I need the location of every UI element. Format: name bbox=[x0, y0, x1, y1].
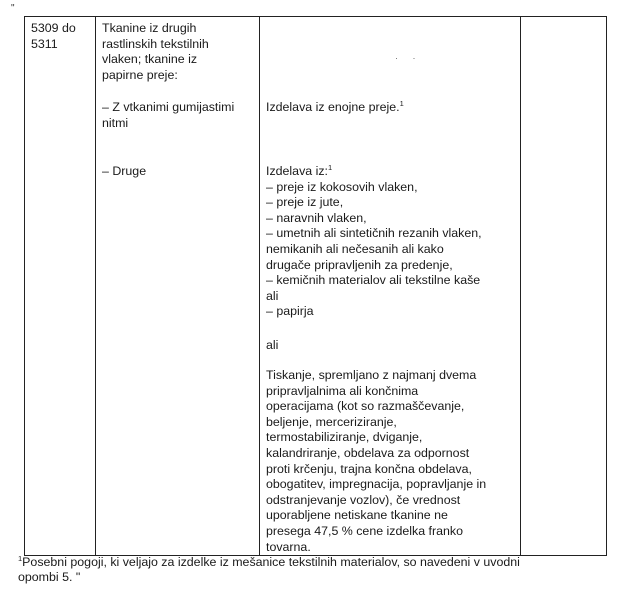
rule-line: presega 47,5 % cene izdelka franko bbox=[266, 523, 463, 538]
description-line: nitmi bbox=[102, 115, 129, 130]
tariff-code-cell bbox=[31, 21, 91, 52]
footnote-line: Posebni pogoji, ki veljajo za izdelke iz mešanice tekstilnih materialov, so navedeni v uvodni bbox=[22, 555, 520, 569]
footnote bbox=[18, 555, 613, 585]
rule-list-line: drugače pripravljenih za predenje, bbox=[266, 257, 453, 272]
rule-line: uporabljene netiskane tkanine ne bbox=[266, 508, 448, 523]
column-divider bbox=[259, 17, 260, 555]
footnote-line: opombi 5. " bbox=[18, 570, 81, 584]
rule-text: Izdelava iz: bbox=[266, 164, 328, 178]
rule-line: tovarna. bbox=[266, 539, 311, 554]
rule-or bbox=[266, 338, 518, 354]
rule-list-line: – umetnih ali sintetičnih rezanih vlaken, bbox=[266, 226, 482, 241]
subheading-other bbox=[102, 164, 270, 180]
rule-line: odstranjevanje vozlov), če vrednost bbox=[266, 492, 461, 507]
opening-quote-mark: " bbox=[11, 3, 15, 14]
rule-single-yarn bbox=[266, 100, 518, 116]
description-line: papirne preje: bbox=[102, 67, 178, 82]
description-line: rastlinskih tekstilnih bbox=[102, 36, 209, 51]
rule-line: beljenje, merceriziranje, bbox=[266, 414, 397, 429]
rule-line: kalandriranje, obdelava za odpornost bbox=[266, 445, 470, 460]
tariff-code-line: 5311 bbox=[31, 36, 58, 51]
rule-printing bbox=[266, 368, 518, 555]
rule-list-line: – preje iz jute, bbox=[266, 195, 344, 210]
rule-text: Izdelava iz enojne preje. bbox=[266, 100, 400, 114]
description-line: – Z vtkanimi gumijastimi bbox=[102, 100, 235, 114]
rule-line: obogatitev, impregnacija, popravljanje in bbox=[266, 477, 487, 492]
scan-specks: · · bbox=[395, 53, 422, 63]
rules-table bbox=[24, 16, 607, 556]
description-heading bbox=[102, 21, 267, 83]
footnote-ref: 1 bbox=[327, 163, 333, 172]
description-line: Tkanine iz drugih bbox=[102, 21, 197, 35]
rule-line: operacijama (kot so razmaščevanje, bbox=[266, 399, 465, 414]
subheading-rubber-threads bbox=[102, 100, 270, 131]
footnote-ref: 1 bbox=[399, 99, 404, 108]
rule-list-line: nemikanih ali nečesanih ali kako bbox=[266, 241, 444, 256]
rule-text: ali bbox=[266, 338, 279, 352]
footnote-marker: 1 bbox=[18, 554, 23, 563]
tariff-code-line: 5309 do bbox=[31, 21, 76, 35]
column-divider bbox=[520, 17, 521, 555]
rule-line: Tiskanje, spremljano z najmanj dvema bbox=[266, 368, 477, 382]
product-description-cell bbox=[102, 21, 267, 178]
description-line: vlaken; tkanine iz bbox=[102, 52, 198, 67]
rule-list-line: – naravnih vlaken, bbox=[266, 210, 367, 225]
description-line: – Druge bbox=[102, 164, 147, 178]
rule-manufacture-from bbox=[266, 164, 518, 320]
rule-line: termostabiliziranje, dviganje, bbox=[266, 430, 423, 445]
rule-list-line: – preje iz kokosovih vlaken, bbox=[266, 179, 418, 194]
rule-line: pripravljalnima ali končnima bbox=[266, 383, 419, 398]
rule-line: proti krčenju, trajna končna obdelava, bbox=[266, 461, 472, 476]
rule-list-line: – kemičnih materialov ali tekstilne kaše bbox=[266, 273, 481, 288]
column-divider bbox=[95, 17, 96, 555]
rule-list-line: ali bbox=[266, 288, 279, 303]
rule-list-line: – papirja bbox=[266, 304, 314, 319]
